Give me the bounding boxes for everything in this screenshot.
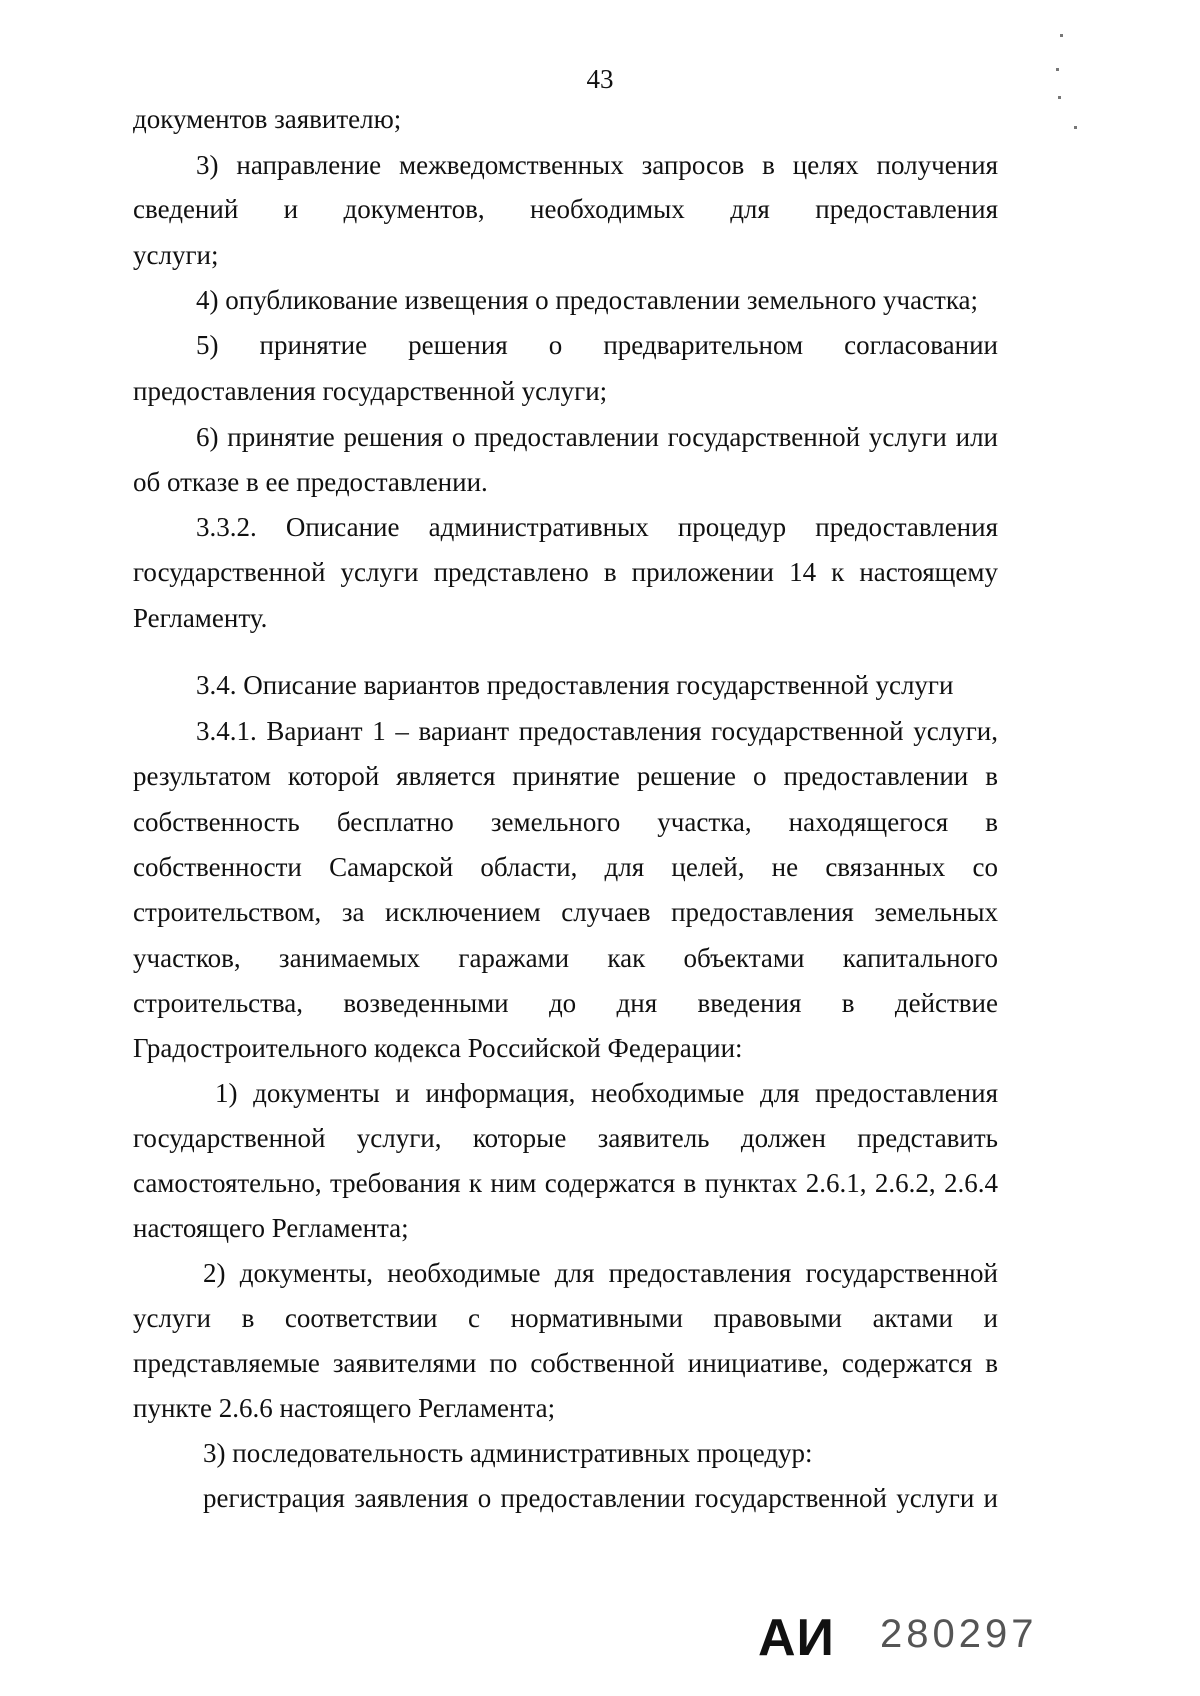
text-line: регистрация заявления о предоставлении государственной услуги и: [203, 1483, 998, 1513]
text-line: собственность бесплатно земельного участка, находящегося в: [133, 807, 998, 837]
text-line: пункте 2.6.6 настоящего Регламента;: [133, 1393, 556, 1423]
text-line: сведений и документов, необходимых для предоставления: [133, 194, 998, 224]
text-line: Регламенту.: [133, 603, 268, 633]
text-line: представляемые заявителями по собственной инициативе, содержатся в: [133, 1348, 998, 1378]
registry-stamp-number: 280297: [880, 1612, 1038, 1656]
page-number: 43: [586, 64, 614, 94]
text-line: услуги в соответствии с нормативными правовыми актами и: [133, 1303, 998, 1333]
registry-stamp-prefix: АИ: [758, 1609, 835, 1667]
scan-speck: [1058, 96, 1061, 99]
text-line: строительством, за исключением случаев предоставления земельных: [133, 897, 998, 927]
text-line: результатом которой является принятие решение о предоставлении в: [133, 761, 998, 791]
text-line: об отказе в ее предоставлении.: [133, 467, 488, 497]
text-line: настоящего Регламента;: [133, 1213, 409, 1243]
text-line: 2) документы, необходимые для предоставления государственной: [203, 1258, 998, 1288]
text-line: 3) последовательность административных процедур:: [203, 1438, 813, 1468]
text-line: строительства, возведенными до дня введения в действие: [133, 988, 998, 1018]
text-line: 3.4.1. Вариант 1 – вариант предоставления государственной услуги,: [196, 716, 998, 746]
scan-speck: [1056, 68, 1059, 71]
text-line: услуги;: [133, 240, 219, 270]
text-line: предоставления государственной услуги;: [133, 376, 608, 406]
text-line: собственности Самарской области, для целей, не связанных со: [133, 852, 998, 882]
text-line: 5) принятие решения о предварительном согласовании: [196, 330, 998, 360]
scan-speck: [1060, 34, 1063, 37]
section-heading: 3.4. Описание вариантов предоставления государственной услуги: [196, 670, 954, 700]
text-line: 4) опубликование извещения о предоставлении земельного участка;: [196, 285, 979, 315]
text-line: 1) документы и информация, необходимые для предоставления: [215, 1078, 998, 1108]
text-line: 6) принятие решения о предоставлении государственной услуги или: [196, 422, 998, 452]
text-line: государственной услуги, которые заявитель должен представить: [133, 1123, 998, 1153]
text-line: участков, занимаемых гаражами как объектами капитального: [133, 943, 998, 973]
scan-speck: [1074, 126, 1077, 129]
text-line: документов заявителю;: [133, 104, 402, 134]
text-line: Градостроительного кодекса Российской Федерации:: [133, 1033, 743, 1063]
text-line: 3) направление межведомственных запросов в целях получения: [196, 150, 998, 180]
text-line: 3.3.2. Описание административных процедур предоставления: [196, 512, 998, 542]
text-line: самостоятельно, требования к ним содержатся в пунктах 2.6.1, 2.6.2, 2.6.4: [133, 1168, 998, 1198]
text-line: государственной услуги представлено в приложении 14 к настоящему: [133, 557, 998, 587]
